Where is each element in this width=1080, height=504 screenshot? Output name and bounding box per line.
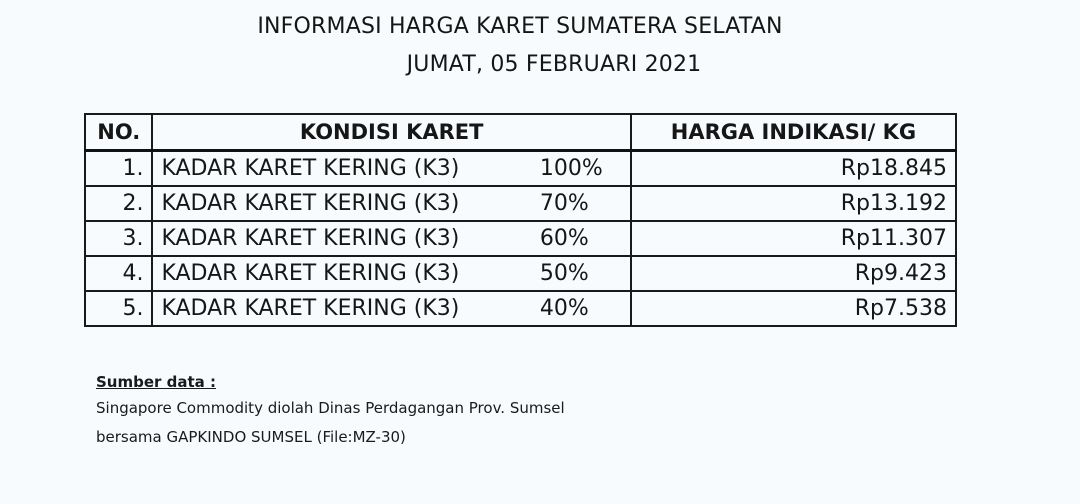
kondisi-percent: 50% — [539, 260, 589, 286]
row-number: 2. — [85, 186, 152, 221]
document-title: INFORMASI HARGA KARET SUMATERA SELATAN — [257, 14, 783, 39]
table-row — [85, 256, 956, 291]
row-harga: Rp13.192 — [631, 186, 956, 221]
kondisi-percent: 100% — [539, 155, 603, 181]
row-number: 3. — [85, 221, 152, 256]
table-row — [85, 151, 956, 187]
kondisi-percent: 60% — [539, 225, 589, 251]
kondisi-label: KADAR KARET KERING (K3) — [161, 190, 460, 216]
table-row — [85, 186, 956, 221]
table-row — [85, 291, 956, 326]
row-harga: Rp18.845 — [631, 151, 956, 187]
row-harga: Rp7.538 — [631, 291, 956, 326]
kondisi-percent: 70% — [539, 190, 589, 216]
row-kondisi — [152, 186, 630, 221]
source-note — [96, 373, 565, 459]
row-kondisi — [152, 291, 630, 326]
kondisi-label: KADAR KARET KERING (K3) — [161, 155, 460, 181]
kondisi-label: KADAR KARET KERING (K3) — [161, 260, 460, 286]
document-date: JUMAT, 05 FEBRUARI 2021 — [406, 52, 702, 77]
row-harga: Rp11.307 — [631, 221, 956, 256]
table-row — [85, 221, 956, 256]
row-number: 1. — [85, 151, 152, 187]
kondisi-label: KADAR KARET KERING (K3) — [161, 295, 460, 321]
row-kondisi — [152, 256, 630, 291]
row-harga: Rp9.423 — [631, 256, 956, 291]
table-header-row — [85, 114, 956, 151]
kondisi-label: KADAR KARET KERING (K3) — [161, 225, 460, 251]
kondisi-percent: 40% — [539, 295, 589, 321]
price-table — [84, 113, 957, 327]
row-kondisi — [152, 221, 630, 256]
column-header-kondisi: KONDISI KARET — [152, 114, 630, 151]
row-kondisi — [152, 151, 630, 187]
source-heading: Sumber data : — [96, 373, 217, 391]
source-line-1: Singapore Commodity diolah Dinas Perdagangan Prov. Sumsel — [96, 399, 565, 417]
row-number: 5. — [85, 291, 152, 326]
row-number: 4. — [85, 256, 152, 291]
column-header-harga: HARGA INDIKASI/ KG — [631, 114, 956, 151]
column-header-no: NO. — [85, 114, 152, 151]
source-line-2: bersama GAPKINDO SUMSEL (File:MZ-30) — [96, 428, 406, 446]
